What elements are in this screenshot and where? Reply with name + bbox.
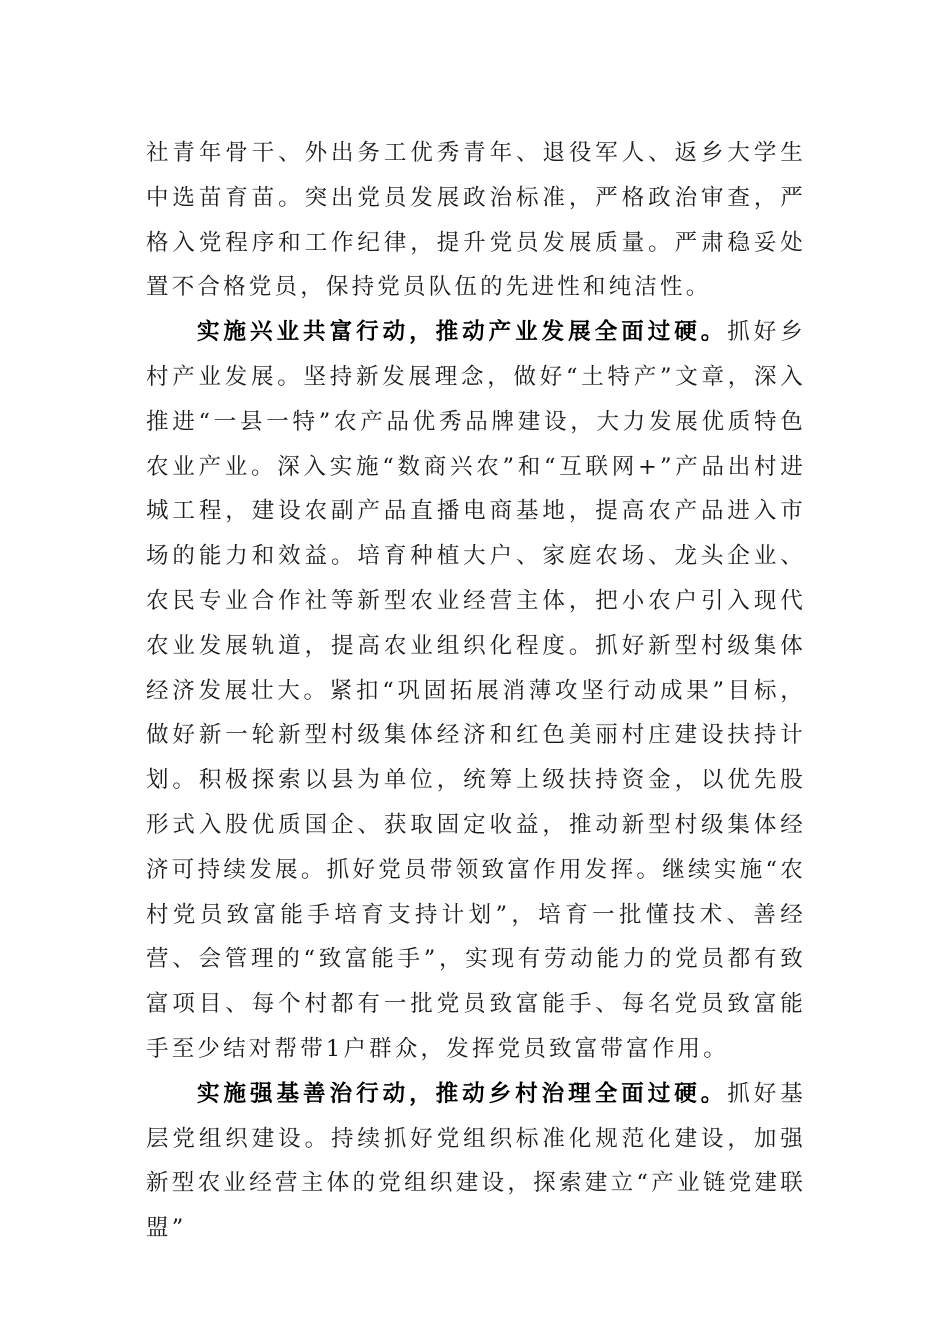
paragraph-heading: 实施强基善治行动，推动乡村治理全面过硬。 xyxy=(197,1080,728,1107)
paragraph-heading: 实施兴业共富行动，推动产业发展全面过硬。 xyxy=(197,319,728,346)
paragraph-industry xyxy=(146,310,806,1072)
paragraph-continuation xyxy=(146,131,806,310)
paragraph-text: 抓好乡村产业发展。坚持新发展理念，做好“土特产”文章，深入推进“一县一特”农产品优秀品牌建设，大力发展优质特色农业产业。深入实施“数商兴农”和“互联网+”产品出村进城工程，建设农副产品直播电商基地，提高农产品进入市场的能力和效益。培育种植大户、家庭农场、龙头企业、农民专业合作社等新型农业经营主体，把小农户引入现代农业发展轨道，提高农业组织化程度。抓好新型村级集体经济发展壮大。紧扣“巩固拓展消薄攻坚行动成果”目标，做好新一轮新型村级集体经济和红色美丽村庄建设扶持计划。积极探索以县为单位，统筹上级扶持资金，以优先股形式入股优质国企、获取固定收益，推动新型村级集体经济可持续发展。抓好党员带领致富作用发挥。继续实施“农村党员致富能手培育支持计划”，培育一批懂技术、善经营、会管理的“致富能手”，实现有劳动能力的党员都有致富项目、每个村都有一批党员致富能手、每名党员致富能手至少结对帮带1户群众，发挥党员致富带富作用。 xyxy=(146,319,806,1062)
paragraph-governance xyxy=(146,1072,806,1251)
paragraph-text: 抓好基层党组织建设。持续抓好党组织标准化规范化建设，加强新型农业经营主体的党组织建设，探索建立“产业链党建联盟” xyxy=(146,1080,806,1242)
document-body xyxy=(146,131,806,1251)
paragraph-text: 社青年骨干、外出务工优秀青年、退役军人、返乡大学生中选苗育苗。突出党员发展政治标准，严格政治审查，严格入党程序和工作纪律，提升党员发展质量。严肃稳妥处置不合格党员，保持党员队伍的先进性和纯洁性。 xyxy=(146,140,806,301)
